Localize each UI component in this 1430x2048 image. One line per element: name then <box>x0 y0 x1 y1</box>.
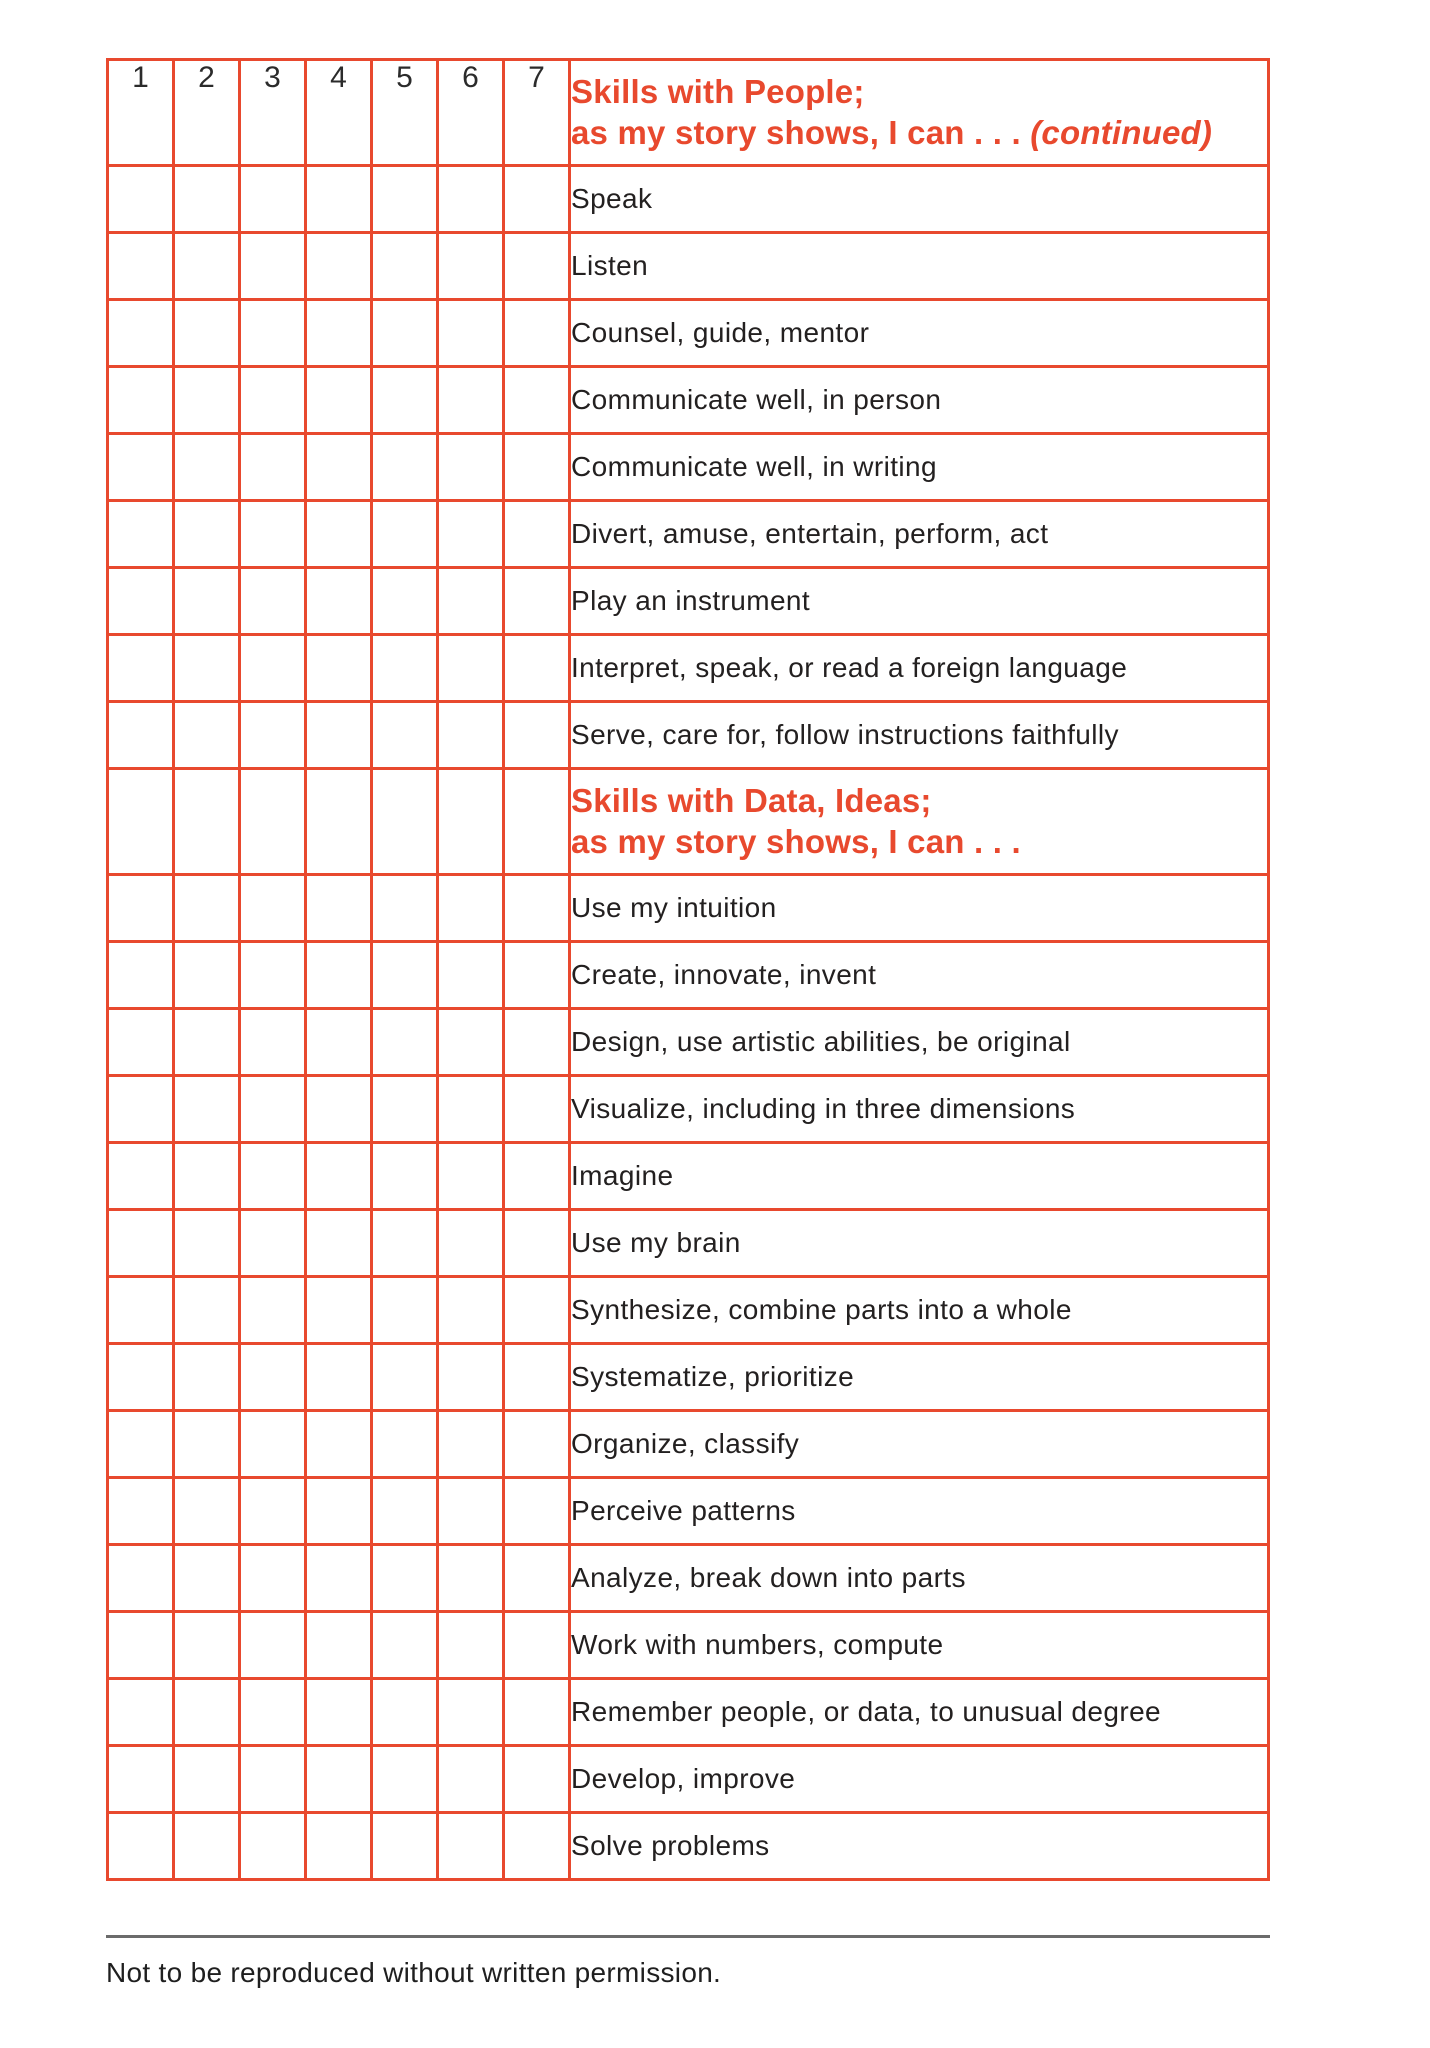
rating-cell[interactable] <box>372 1612 438 1679</box>
rating-cell[interactable] <box>108 1813 174 1880</box>
rating-cell[interactable] <box>504 568 570 635</box>
rating-cell[interactable] <box>108 875 174 942</box>
rating-cell[interactable] <box>438 1746 504 1813</box>
rating-cell[interactable] <box>306 1545 372 1612</box>
rating-cell[interactable] <box>108 568 174 635</box>
skill-row <box>108 702 1269 769</box>
rating-cell[interactable] <box>240 1679 306 1746</box>
rating-cell[interactable] <box>306 1612 372 1679</box>
rating-cell[interactable] <box>504 1813 570 1880</box>
rating-cell[interactable] <box>240 635 306 702</box>
rating-cell[interactable] <box>372 702 438 769</box>
rating-cell[interactable] <box>372 1411 438 1478</box>
rating-cell[interactable] <box>306 702 372 769</box>
rating-cell[interactable] <box>504 875 570 942</box>
rating-cell[interactable] <box>372 1679 438 1746</box>
skill-row <box>108 1679 1269 1746</box>
skill-row <box>108 1746 1269 1813</box>
rating-cell[interactable] <box>174 166 240 233</box>
rating-cell[interactable] <box>306 501 372 568</box>
rating-cell[interactable] <box>504 1478 570 1545</box>
rating-column-header: 4 <box>306 60 372 166</box>
rating-cell[interactable] <box>504 1746 570 1813</box>
rating-cell[interactable] <box>240 1746 306 1813</box>
skill-row <box>108 233 1269 300</box>
rating-cell[interactable] <box>438 769 504 875</box>
skill-row <box>108 434 1269 501</box>
rating-cell[interactable] <box>504 1612 570 1679</box>
rating-cell[interactable] <box>504 1411 570 1478</box>
rating-cell[interactable] <box>438 1009 504 1076</box>
rating-cell[interactable] <box>240 1143 306 1210</box>
rating-cell[interactable] <box>372 1009 438 1076</box>
rating-cell[interactable] <box>438 1210 504 1277</box>
rating-cell[interactable] <box>372 1143 438 1210</box>
skill-label: Listen <box>570 233 1269 300</box>
rating-cell[interactable] <box>240 233 306 300</box>
rating-column-header: 5 <box>372 60 438 166</box>
rating-cell[interactable] <box>174 501 240 568</box>
rating-cell[interactable] <box>504 1009 570 1076</box>
rating-cell[interactable] <box>108 1009 174 1076</box>
rating-cell[interactable] <box>372 942 438 1009</box>
rating-cell[interactable] <box>438 1478 504 1545</box>
rating-cell[interactable] <box>306 635 372 702</box>
skill-row <box>108 568 1269 635</box>
rating-cell[interactable] <box>174 367 240 434</box>
rating-cell[interactable] <box>174 875 240 942</box>
rating-cell[interactable] <box>438 434 504 501</box>
skill-label: Work with numbers, compute <box>570 1612 1269 1679</box>
rating-cell[interactable] <box>108 434 174 501</box>
rating-cell[interactable] <box>240 1076 306 1143</box>
skills-rating-table <box>106 58 1270 1881</box>
skills-table-body <box>108 60 1269 1880</box>
rating-cell[interactable] <box>372 300 438 367</box>
skill-label: Speak <box>570 166 1269 233</box>
rating-cell[interactable] <box>108 1143 174 1210</box>
skill-label: Communicate well, in writing <box>570 434 1269 501</box>
skill-label: Visualize, including in three dimensions <box>570 1076 1269 1143</box>
rating-cell[interactable] <box>438 568 504 635</box>
rating-cell[interactable] <box>108 1478 174 1545</box>
rating-cell[interactable] <box>174 434 240 501</box>
rating-cell[interactable] <box>108 942 174 1009</box>
rating-cell[interactable] <box>108 367 174 434</box>
rating-cell[interactable] <box>174 1076 240 1143</box>
section-header-row <box>108 769 1269 875</box>
section-header-line1: Skills with People; <box>571 73 865 111</box>
rating-cell[interactable] <box>174 568 240 635</box>
skill-row <box>108 1813 1269 1880</box>
skill-row <box>108 1344 1269 1411</box>
rating-cell[interactable] <box>372 1277 438 1344</box>
skill-label: Remember people, or data, to unusual degree <box>570 1679 1269 1746</box>
rating-cell[interactable] <box>240 875 306 942</box>
skill-row <box>108 875 1269 942</box>
rating-cell[interactable] <box>306 1143 372 1210</box>
skill-row <box>108 367 1269 434</box>
rating-cell[interactable] <box>108 769 174 875</box>
rating-cell[interactable] <box>504 702 570 769</box>
rating-cell[interactable] <box>108 300 174 367</box>
skill-label: Interpret, speak, or read a foreign language <box>570 635 1269 702</box>
rating-column-header: 3 <box>240 60 306 166</box>
rating-cell[interactable] <box>504 166 570 233</box>
rating-cell[interactable] <box>108 1612 174 1679</box>
rating-cell[interactable] <box>306 1277 372 1344</box>
rating-cell[interactable] <box>108 501 174 568</box>
rating-cell[interactable] <box>438 635 504 702</box>
rating-cell[interactable] <box>174 1210 240 1277</box>
rating-cell[interactable] <box>240 1277 306 1344</box>
rating-cell[interactable] <box>438 1612 504 1679</box>
rating-cell[interactable] <box>372 635 438 702</box>
rating-cell[interactable] <box>108 233 174 300</box>
skill-label: Synthesize, combine parts into a whole <box>570 1277 1269 1344</box>
rating-cell[interactable] <box>438 875 504 942</box>
rating-cell[interactable] <box>108 1277 174 1344</box>
skill-row <box>108 1545 1269 1612</box>
rating-cell[interactable] <box>240 1411 306 1478</box>
rating-cell[interactable] <box>504 1344 570 1411</box>
rating-column-header: 6 <box>438 60 504 166</box>
rating-cell[interactable] <box>306 1478 372 1545</box>
rating-cell[interactable] <box>108 1210 174 1277</box>
rating-cell[interactable] <box>438 1679 504 1746</box>
rating-cell[interactable] <box>372 367 438 434</box>
rating-cell[interactable] <box>240 300 306 367</box>
skill-row <box>108 1009 1269 1076</box>
rating-cell[interactable] <box>306 769 372 875</box>
skill-label: Solve problems <box>570 1813 1269 1880</box>
rating-cell[interactable] <box>174 1478 240 1545</box>
section-header-row <box>108 60 1269 166</box>
rating-cell[interactable] <box>504 367 570 434</box>
rating-cell[interactable] <box>372 1210 438 1277</box>
rating-cell[interactable] <box>174 1411 240 1478</box>
rating-cell[interactable] <box>240 501 306 568</box>
rating-cell[interactable] <box>306 1813 372 1880</box>
rating-cell[interactable] <box>438 501 504 568</box>
rating-cell[interactable] <box>504 1277 570 1344</box>
skill-row <box>108 1277 1269 1344</box>
rating-cell[interactable] <box>240 434 306 501</box>
rating-cell[interactable] <box>504 501 570 568</box>
rating-cell[interactable] <box>240 367 306 434</box>
rating-cell[interactable] <box>504 1143 570 1210</box>
rating-cell[interactable] <box>504 300 570 367</box>
rating-cell[interactable] <box>174 635 240 702</box>
skill-row <box>108 1143 1269 1210</box>
rating-cell[interactable] <box>174 1344 240 1411</box>
rating-cell[interactable] <box>108 1344 174 1411</box>
rating-cell[interactable] <box>438 1545 504 1612</box>
rating-cell[interactable] <box>174 233 240 300</box>
rating-cell[interactable] <box>438 1813 504 1880</box>
skill-label: Analyze, break down into parts <box>570 1545 1269 1612</box>
rating-cell[interactable] <box>306 1344 372 1411</box>
rating-cell[interactable] <box>306 1746 372 1813</box>
rating-cell[interactable] <box>372 1344 438 1411</box>
skill-row <box>108 166 1269 233</box>
rating-cell[interactable] <box>240 1009 306 1076</box>
rating-cell[interactable] <box>438 942 504 1009</box>
section-header-line2: as my story shows, I can . . . (continued) <box>571 113 1213 151</box>
rating-cell[interactable] <box>372 501 438 568</box>
rating-cell[interactable] <box>174 1679 240 1746</box>
section-header-line2: as my story shows, I can . . . <box>571 822 1021 860</box>
rating-cell[interactable] <box>438 1411 504 1478</box>
skill-label: Imagine <box>570 1143 1269 1210</box>
rating-cell[interactable] <box>240 702 306 769</box>
skill-label: Organize, classify <box>570 1411 1269 1478</box>
rating-cell[interactable] <box>438 367 504 434</box>
rating-cell[interactable] <box>306 1076 372 1143</box>
rating-cell[interactable] <box>306 434 372 501</box>
rating-cell[interactable] <box>306 1210 372 1277</box>
rating-cell[interactable] <box>372 1076 438 1143</box>
rating-cell[interactable] <box>504 1210 570 1277</box>
rating-cell[interactable] <box>174 1545 240 1612</box>
rating-cell[interactable] <box>240 1612 306 1679</box>
skill-row <box>108 1612 1269 1679</box>
rating-cell[interactable] <box>108 635 174 702</box>
rating-cell[interactable] <box>174 1143 240 1210</box>
rating-cell[interactable] <box>372 1746 438 1813</box>
rating-cell[interactable] <box>306 233 372 300</box>
rating-cell[interactable] <box>108 1411 174 1478</box>
skill-row <box>108 1478 1269 1545</box>
rating-column-header: 2 <box>174 60 240 166</box>
rating-cell[interactable] <box>306 568 372 635</box>
skill-label: Serve, care for, follow instructions faithfully <box>570 702 1269 769</box>
rating-column-header: 7 <box>504 60 570 166</box>
rating-cell[interactable] <box>504 434 570 501</box>
rating-cell[interactable] <box>174 942 240 1009</box>
footer-note: Not to be reproduced without written permission. <box>106 1957 722 1988</box>
section-header-continued-label: (continued) <box>1030 113 1213 151</box>
rating-cell[interactable] <box>174 769 240 875</box>
rating-cell[interactable] <box>306 300 372 367</box>
rating-cell[interactable] <box>438 1076 504 1143</box>
rating-cell[interactable] <box>372 1478 438 1545</box>
rating-cell[interactable] <box>438 233 504 300</box>
rating-cell[interactable] <box>372 166 438 233</box>
rating-cell[interactable] <box>240 1344 306 1411</box>
rating-cell[interactable] <box>240 1545 306 1612</box>
skill-row <box>108 1411 1269 1478</box>
skill-row <box>108 942 1269 1009</box>
rating-cell[interactable] <box>174 1277 240 1344</box>
skill-row <box>108 300 1269 367</box>
skill-row <box>108 635 1269 702</box>
rating-cell[interactable] <box>306 1411 372 1478</box>
rating-cell[interactable] <box>372 434 438 501</box>
rating-cell[interactable] <box>372 1545 438 1612</box>
rating-cell[interactable] <box>438 702 504 769</box>
rating-cell[interactable] <box>174 1009 240 1076</box>
rating-cell[interactable] <box>306 1679 372 1746</box>
rating-cell[interactable] <box>438 166 504 233</box>
rating-cell[interactable] <box>306 942 372 1009</box>
rating-cell[interactable] <box>438 1344 504 1411</box>
rating-cell[interactable] <box>108 1076 174 1143</box>
skill-row <box>108 1210 1269 1277</box>
rating-cell[interactable] <box>108 702 174 769</box>
skill-label: Systematize, prioritize <box>570 1344 1269 1411</box>
rating-cell[interactable] <box>240 769 306 875</box>
rating-cell[interactable] <box>372 1813 438 1880</box>
rating-cell[interactable] <box>174 1612 240 1679</box>
skill-label: Divert, amuse, entertain, perform, act <box>570 501 1269 568</box>
rating-cell[interactable] <box>504 635 570 702</box>
rating-cell[interactable] <box>306 367 372 434</box>
rating-cell[interactable] <box>438 1277 504 1344</box>
skill-label: Create, innovate, invent <box>570 942 1269 1009</box>
rating-cell[interactable] <box>504 233 570 300</box>
section-header <box>570 769 1269 875</box>
rating-cell[interactable] <box>240 1813 306 1880</box>
rating-cell[interactable] <box>372 233 438 300</box>
skill-row <box>108 501 1269 568</box>
rating-cell[interactable] <box>174 702 240 769</box>
section-header-line1: Skills with Data, Ideas; <box>571 782 932 820</box>
rating-cell[interactable] <box>240 1210 306 1277</box>
rating-cell[interactable] <box>372 568 438 635</box>
rating-cell[interactable] <box>306 1009 372 1076</box>
rating-cell[interactable] <box>108 1746 174 1813</box>
section-header <box>570 60 1269 166</box>
skill-label: Play an instrument <box>570 568 1269 635</box>
rating-cell[interactable] <box>372 769 438 875</box>
skill-label: Develop, improve <box>570 1746 1269 1813</box>
rating-column-header: 1 <box>108 60 174 166</box>
rating-cell[interactable] <box>240 1478 306 1545</box>
rating-cell[interactable] <box>504 1679 570 1746</box>
rating-cell[interactable] <box>108 1679 174 1746</box>
rating-cell[interactable] <box>504 942 570 1009</box>
skill-label: Use my intuition <box>570 875 1269 942</box>
rating-cell[interactable] <box>438 300 504 367</box>
skill-label: Use my brain <box>570 1210 1269 1277</box>
skill-label: Design, use artistic abilities, be original <box>570 1009 1269 1076</box>
rating-cell[interactable] <box>174 1813 240 1880</box>
rating-cell[interactable] <box>108 1545 174 1612</box>
rating-cell[interactable] <box>240 166 306 233</box>
rating-cell[interactable] <box>306 875 372 942</box>
rating-cell[interactable] <box>240 942 306 1009</box>
rating-cell[interactable] <box>504 769 570 875</box>
skill-row <box>108 1076 1269 1143</box>
footer-divider <box>106 1935 1270 1938</box>
rating-cell[interactable] <box>504 1076 570 1143</box>
rating-cell[interactable] <box>240 568 306 635</box>
rating-cell[interactable] <box>504 1545 570 1612</box>
skill-label: Perceive patterns <box>570 1478 1269 1545</box>
rating-cell[interactable] <box>372 875 438 942</box>
rating-cell[interactable] <box>108 166 174 233</box>
rating-cell[interactable] <box>438 1143 504 1210</box>
rating-cell[interactable] <box>306 166 372 233</box>
skill-label: Communicate well, in person <box>570 367 1269 434</box>
skill-label: Counsel, guide, mentor <box>570 300 1269 367</box>
rating-cell[interactable] <box>174 300 240 367</box>
rating-cell[interactable] <box>174 1746 240 1813</box>
